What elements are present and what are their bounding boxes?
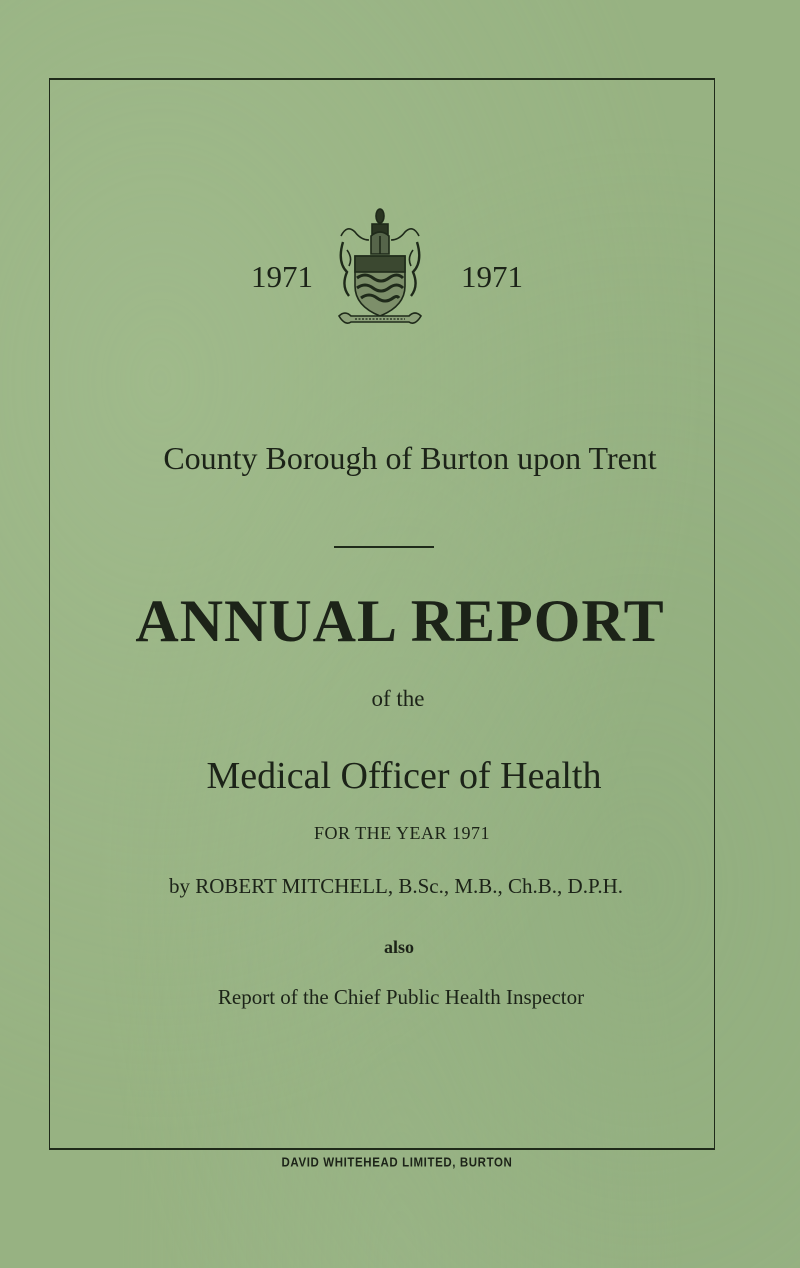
divider-rule: [334, 546, 434, 548]
report-title: ANNUAL REPORT: [135, 588, 665, 654]
also-text: also: [383, 937, 414, 957]
borough-name: County Borough of Burton upon Trent: [163, 440, 657, 476]
secondary-report-title: Report of the Chief Public Health Inspector: [217, 985, 585, 1009]
report-year: FOR THE YEAR 1971: [313, 823, 490, 843]
year-left: 1971: [251, 259, 313, 294]
year-right: 1971: [461, 259, 523, 294]
author-line: by ROBERT MITCHELL, B.Sc., M.B., Ch.B., D.P.H.: [169, 874, 623, 898]
printer-imprint: DAVID WHITEHEAD LIMITED, BURTON: [281, 1156, 513, 1170]
office-title: Medical Officer of Health: [206, 755, 602, 797]
of-the-text: of the: [371, 686, 425, 711]
coat-of-arms-icon: [335, 206, 425, 332]
